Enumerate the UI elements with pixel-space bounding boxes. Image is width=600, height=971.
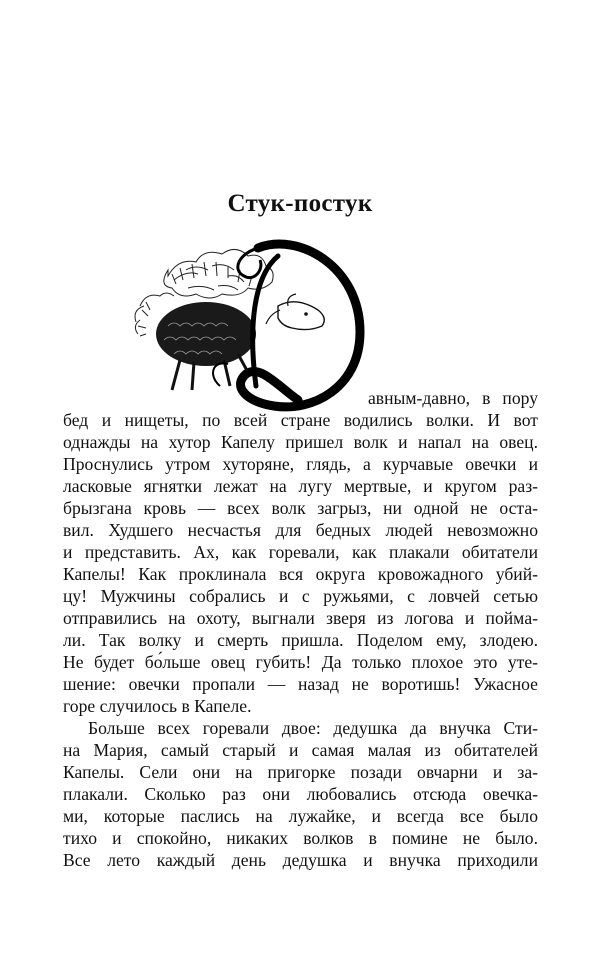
text-line: авным-давно, в пору	[368, 388, 538, 408]
text-line: цу! Мужчины собрались и с ружьями, с ловчей сетью	[63, 586, 538, 606]
text-line: брызгана кровь — всех волк загрыз, ни одной не оста-	[63, 498, 538, 518]
text-line: Проснулись утром хуторяне, глядь, а курчавые овечки и	[63, 454, 538, 474]
story-title: Стук-постук	[227, 190, 373, 217]
text-line: ми, которые паслись на лужайке, и всегда все было	[63, 806, 538, 826]
text-line: на Мария, самый старый и самая малая из обитателей	[63, 740, 538, 760]
text-line: плакали. Сколько раз они любовались отсюда овечка-	[63, 784, 538, 804]
text-line: ли. Так волку и смерть пришла. Поделом ему, злодею.	[63, 630, 538, 650]
text-line: Больше всех горевали двое: дедушка да внучка Сти-	[88, 718, 538, 738]
text-line: Капелы. Сели они на пригорке позади овчарни и за-	[63, 762, 538, 782]
text-line: ласковые ягнятки лежат на лугу мертвые, и кругом раз-	[63, 476, 538, 496]
text-line: тихо и спокойно, никаких волков в помине не было.	[63, 828, 538, 848]
text-line: шение: овечки пропали — назад не воротишь! Ужасное	[63, 674, 538, 694]
text-line: Не будет бо́льше овец губить! Да только плохое это уте-	[63, 652, 538, 672]
text-line: Все лето каждый день дедушка и внучка приходили	[63, 850, 538, 870]
text-line: однажды на хутор Капелу пришел волк и напал на овец.	[63, 432, 538, 452]
text-line: горе случилось в Капеле.	[63, 696, 252, 716]
text-line: бед и нищеты, по всей стране водились волки. И вот	[63, 410, 538, 430]
text-line: вил. Худшего несчастья для бедных людей невозможно	[63, 520, 538, 540]
text-line: и представить. Ах, как горевали, как плакали обитатели	[63, 542, 538, 562]
dropcap-illustration	[128, 236, 368, 416]
text-line: отправились на охоту, выгнали зверя из логова и поймa-	[63, 608, 538, 628]
text-line: Капелы! Как проклинала вся округа кровожадного убий-	[63, 564, 538, 584]
